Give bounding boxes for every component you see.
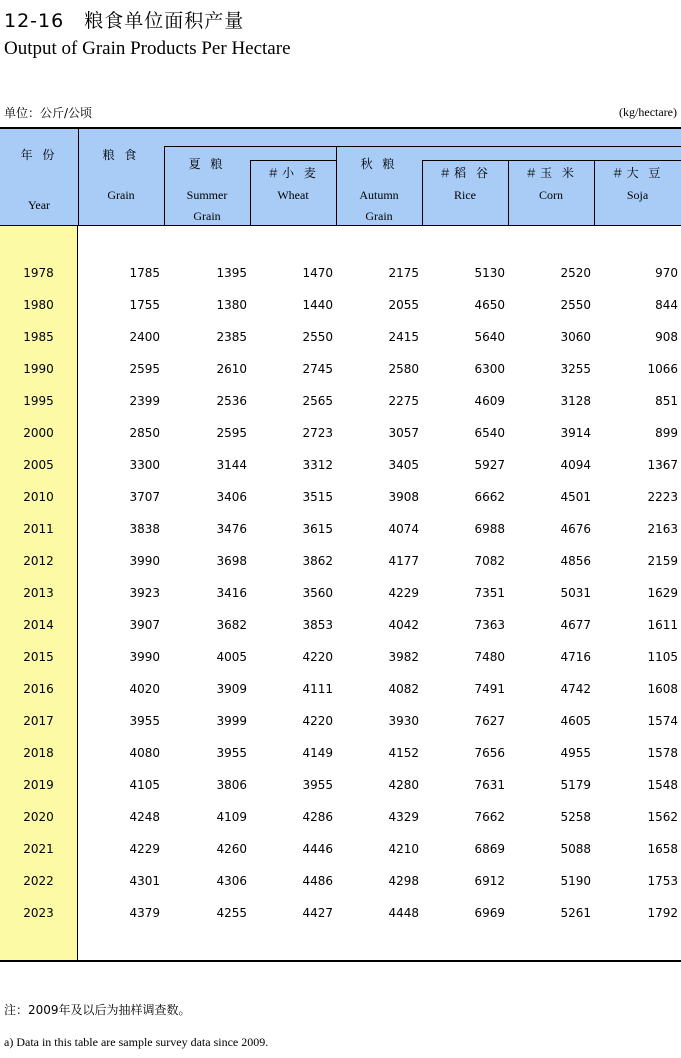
year-cell: 2000 bbox=[23, 426, 54, 440]
grain-cell: 4379 bbox=[129, 906, 160, 920]
year-cell: 2018 bbox=[23, 746, 54, 760]
soja-cell: 1367 bbox=[647, 458, 678, 472]
header-summer-en2: Grain bbox=[193, 209, 221, 223]
grain-cell: 4229 bbox=[129, 842, 160, 856]
corn-cell: 5261 bbox=[560, 906, 591, 920]
year-cell: 1995 bbox=[23, 394, 54, 408]
rice-cell: 7662 bbox=[474, 810, 505, 824]
wheat-cell: 1440 bbox=[302, 298, 333, 312]
header-summer-en: Summer bbox=[186, 188, 228, 202]
year-cell: 2014 bbox=[23, 618, 54, 632]
grain-cell: 3907 bbox=[129, 618, 160, 632]
grain-cell: 1755 bbox=[129, 298, 160, 312]
corn-cell: 3128 bbox=[560, 394, 591, 408]
rice-cell: 7491 bbox=[474, 682, 505, 696]
autumn-grain-cell: 4082 bbox=[388, 682, 419, 696]
rice-cell: 6869 bbox=[474, 842, 505, 856]
header-autumn-en2: Grain bbox=[365, 209, 393, 223]
autumn-grain-cell: 3057 bbox=[388, 426, 419, 440]
table-row bbox=[0, 737, 681, 769]
summer-grain-cell: 3682 bbox=[216, 618, 247, 632]
grain-cell: 2850 bbox=[129, 426, 160, 440]
autumn-grain-cell: 3908 bbox=[388, 490, 419, 504]
grain-cell: 2595 bbox=[129, 362, 160, 376]
year-cell: 2010 bbox=[23, 490, 54, 504]
autumn-grain-cell: 2055 bbox=[388, 298, 419, 312]
corn-cell: 4677 bbox=[560, 618, 591, 632]
year-cell: 1980 bbox=[23, 298, 54, 312]
wheat-cell: 2745 bbox=[302, 362, 333, 376]
corn-cell: 5179 bbox=[560, 778, 591, 792]
unit-label-cn: 单位：公斤/公顷 bbox=[4, 106, 93, 120]
year-cell: 2005 bbox=[23, 458, 54, 472]
wheat-cell: 3560 bbox=[302, 586, 333, 600]
corn-cell: 5088 bbox=[560, 842, 591, 856]
year-cell: 2020 bbox=[23, 810, 54, 824]
rice-cell: 6300 bbox=[474, 362, 505, 376]
header-divider bbox=[251, 160, 336, 161]
table-row bbox=[0, 385, 681, 417]
soja-cell: 1611 bbox=[647, 618, 678, 632]
header-rice-en: Rice bbox=[454, 188, 476, 202]
summer-grain-cell: 3955 bbox=[216, 746, 247, 760]
corn-cell: 4716 bbox=[560, 650, 591, 664]
soja-cell: 1066 bbox=[647, 362, 678, 376]
wheat-cell: 4446 bbox=[302, 842, 333, 856]
summer-grain-cell: 3909 bbox=[216, 682, 247, 696]
summer-grain-cell: 2610 bbox=[216, 362, 247, 376]
autumn-grain-cell: 4152 bbox=[388, 746, 419, 760]
rice-cell: 5927 bbox=[474, 458, 505, 472]
autumn-grain-cell: 2275 bbox=[388, 394, 419, 408]
rice-cell: 4650 bbox=[474, 298, 505, 312]
table-title-cn: 12-16 粮食单位面积产量 bbox=[4, 10, 245, 32]
summer-grain-cell: 3698 bbox=[216, 554, 247, 568]
table-row bbox=[0, 449, 681, 481]
corn-cell: 2550 bbox=[560, 298, 591, 312]
soja-cell: 1105 bbox=[647, 650, 678, 664]
soja-cell: 2163 bbox=[647, 522, 678, 536]
year-cell: 2023 bbox=[23, 906, 54, 920]
soja-cell: 2159 bbox=[647, 554, 678, 568]
corn-cell: 2520 bbox=[560, 266, 591, 280]
summer-grain-cell: 4005 bbox=[216, 650, 247, 664]
header-wheat-en: Wheat bbox=[277, 188, 309, 202]
wheat-cell: 1470 bbox=[302, 266, 333, 280]
rice-cell: 6969 bbox=[474, 906, 505, 920]
autumn-grain-cell: 4448 bbox=[388, 906, 419, 920]
header-summer-cn: 夏 粮 bbox=[188, 157, 226, 171]
table-row bbox=[0, 705, 681, 737]
autumn-grain-cell: 4074 bbox=[388, 522, 419, 536]
wheat-cell: 4220 bbox=[302, 714, 333, 728]
soja-cell: 1792 bbox=[647, 906, 678, 920]
summer-grain-cell: 4260 bbox=[216, 842, 247, 856]
soja-cell: 908 bbox=[655, 330, 678, 344]
soja-cell: 844 bbox=[655, 298, 678, 312]
rice-cell: 6912 bbox=[474, 874, 505, 888]
wheat-cell: 3853 bbox=[302, 618, 333, 632]
header-divider bbox=[336, 146, 681, 147]
autumn-grain-cell: 4229 bbox=[388, 586, 419, 600]
table-bottom-rule bbox=[0, 960, 681, 962]
rice-cell: 7082 bbox=[474, 554, 505, 568]
autumn-grain-cell: 3930 bbox=[388, 714, 419, 728]
wheat-cell: 4486 bbox=[302, 874, 333, 888]
table-row bbox=[0, 289, 681, 321]
rice-cell: 5640 bbox=[474, 330, 505, 344]
year-cell: 2017 bbox=[23, 714, 54, 728]
header-wheat-cn: ＃小 麦 bbox=[267, 166, 319, 180]
table-row bbox=[0, 545, 681, 577]
autumn-grain-cell: 2175 bbox=[388, 266, 419, 280]
rice-cell: 7627 bbox=[474, 714, 505, 728]
summer-grain-cell: 1380 bbox=[216, 298, 247, 312]
corn-cell: 4094 bbox=[560, 458, 591, 472]
header-autumn-cn: 秋 粮 bbox=[360, 157, 398, 171]
summer-grain-cell: 4306 bbox=[216, 874, 247, 888]
wheat-cell: 3515 bbox=[302, 490, 333, 504]
wheat-cell: 2723 bbox=[302, 426, 333, 440]
soja-cell: 1629 bbox=[647, 586, 678, 600]
wheat-cell: 2550 bbox=[302, 330, 333, 344]
soja-cell: 1658 bbox=[647, 842, 678, 856]
header-year-cn: 年 份 bbox=[20, 148, 58, 162]
soja-cell: 851 bbox=[655, 394, 678, 408]
soja-cell: 970 bbox=[655, 266, 678, 280]
table-row bbox=[0, 481, 681, 513]
header-grain-en: Grain bbox=[107, 188, 135, 202]
year-cell: 2013 bbox=[23, 586, 54, 600]
autumn-grain-cell: 4177 bbox=[388, 554, 419, 568]
autumn-grain-cell: 4280 bbox=[388, 778, 419, 792]
header-corn-en: Corn bbox=[539, 188, 563, 202]
wheat-cell: 4286 bbox=[302, 810, 333, 824]
header-corn-cn: ＃玉 米 bbox=[525, 166, 577, 180]
summer-grain-cell: 3476 bbox=[216, 522, 247, 536]
corn-cell: 4856 bbox=[560, 554, 591, 568]
grain-cell: 3838 bbox=[129, 522, 160, 536]
unit-label-en: (kg/hectare) bbox=[619, 105, 677, 119]
table-row bbox=[0, 417, 681, 449]
table-row bbox=[0, 609, 681, 641]
grain-cell: 3990 bbox=[129, 650, 160, 664]
summer-grain-cell: 3416 bbox=[216, 586, 247, 600]
soja-cell: 1548 bbox=[647, 778, 678, 792]
wheat-cell: 3312 bbox=[302, 458, 333, 472]
header-rice-cn: ＃稻 谷 bbox=[439, 166, 491, 180]
summer-grain-cell: 4109 bbox=[216, 810, 247, 824]
autumn-grain-cell: 4042 bbox=[388, 618, 419, 632]
corn-cell: 4501 bbox=[560, 490, 591, 504]
corn-cell: 5031 bbox=[560, 586, 591, 600]
year-cell: 1990 bbox=[23, 362, 54, 376]
soja-cell: 1574 bbox=[647, 714, 678, 728]
table-row bbox=[0, 897, 681, 929]
note-cn: 注：2009年及以后为抽样调查数。 bbox=[4, 1003, 191, 1017]
soja-cell: 899 bbox=[655, 426, 678, 440]
summer-grain-cell: 1395 bbox=[216, 266, 247, 280]
rice-cell: 5130 bbox=[474, 266, 505, 280]
table-row bbox=[0, 641, 681, 673]
header-divider bbox=[423, 160, 681, 161]
grain-cell: 2400 bbox=[129, 330, 160, 344]
rice-cell: 6988 bbox=[474, 522, 505, 536]
summer-grain-cell: 3806 bbox=[216, 778, 247, 792]
wheat-cell: 4427 bbox=[302, 906, 333, 920]
autumn-grain-cell: 3982 bbox=[388, 650, 419, 664]
header-soja-cn: ＃大 豆 bbox=[611, 166, 664, 180]
year-cell: 2016 bbox=[23, 682, 54, 696]
rice-cell: 4609 bbox=[474, 394, 505, 408]
summer-grain-cell: 4255 bbox=[216, 906, 247, 920]
wheat-cell: 3955 bbox=[302, 778, 333, 792]
soja-cell: 2223 bbox=[647, 490, 678, 504]
autumn-grain-cell: 4329 bbox=[388, 810, 419, 824]
year-cell: 1985 bbox=[23, 330, 54, 344]
header-autumn-en: Autumn bbox=[359, 188, 399, 202]
wheat-cell: 4220 bbox=[302, 650, 333, 664]
table-top-rule bbox=[0, 127, 681, 129]
summer-grain-cell: 3144 bbox=[216, 458, 247, 472]
rice-cell: 7480 bbox=[474, 650, 505, 664]
rice-cell: 6540 bbox=[474, 426, 505, 440]
soja-cell: 1608 bbox=[647, 682, 678, 696]
note-en: a) Data in this table are sample survey data since 2009. bbox=[4, 1035, 269, 1049]
soja-cell: 1562 bbox=[647, 810, 678, 824]
year-cell: 2012 bbox=[23, 554, 54, 568]
year-cell: 2019 bbox=[23, 778, 54, 792]
wheat-cell: 3615 bbox=[302, 522, 333, 536]
soja-cell: 1753 bbox=[647, 874, 678, 888]
corn-cell: 4605 bbox=[560, 714, 591, 728]
table-row bbox=[0, 769, 681, 801]
grain-cell: 3300 bbox=[129, 458, 160, 472]
summer-grain-cell: 2595 bbox=[216, 426, 247, 440]
year-cell: 2011 bbox=[23, 522, 54, 536]
wheat-cell: 2565 bbox=[302, 394, 333, 408]
rice-cell: 7631 bbox=[474, 778, 505, 792]
table-row bbox=[0, 513, 681, 545]
corn-cell: 4955 bbox=[560, 746, 591, 760]
year-cell: 1978 bbox=[23, 266, 54, 280]
corn-cell: 4676 bbox=[560, 522, 591, 536]
corn-cell: 4742 bbox=[560, 682, 591, 696]
header-year-en: Year bbox=[27, 198, 51, 212]
wheat-cell: 3862 bbox=[302, 554, 333, 568]
grain-cell: 4020 bbox=[129, 682, 160, 696]
year-cell: 2015 bbox=[23, 650, 54, 664]
table-row bbox=[0, 865, 681, 897]
corn-cell: 5190 bbox=[560, 874, 591, 888]
corn-cell: 3060 bbox=[560, 330, 591, 344]
autumn-grain-cell: 2580 bbox=[388, 362, 419, 376]
corn-cell: 3914 bbox=[560, 426, 591, 440]
header-divider bbox=[164, 146, 336, 147]
grain-cell: 4301 bbox=[129, 874, 160, 888]
grain-cell: 3990 bbox=[129, 554, 160, 568]
table-row bbox=[0, 353, 681, 385]
header-bottom-rule bbox=[0, 225, 681, 226]
grain-cell: 1785 bbox=[129, 266, 160, 280]
header-soja-en: Soja bbox=[626, 188, 649, 202]
summer-grain-cell: 3999 bbox=[216, 714, 247, 728]
grain-cell: 4248 bbox=[129, 810, 160, 824]
table-row bbox=[0, 673, 681, 705]
summer-grain-cell: 2385 bbox=[216, 330, 247, 344]
autumn-grain-cell: 4298 bbox=[388, 874, 419, 888]
summer-grain-cell: 2536 bbox=[216, 394, 247, 408]
year-cell: 2022 bbox=[23, 874, 54, 888]
wheat-cell: 4111 bbox=[302, 682, 333, 696]
autumn-grain-cell: 4210 bbox=[388, 842, 419, 856]
rice-cell: 7656 bbox=[474, 746, 505, 760]
rice-cell: 6662 bbox=[474, 490, 505, 504]
corn-cell: 5258 bbox=[560, 810, 591, 824]
rice-cell: 7363 bbox=[474, 618, 505, 632]
soja-cell: 1578 bbox=[647, 746, 678, 760]
year-cell: 2021 bbox=[23, 842, 54, 856]
grain-cell: 3923 bbox=[129, 586, 160, 600]
table-row bbox=[0, 801, 681, 833]
header-divider bbox=[78, 128, 79, 225]
table-title-en: Output of Grain Products Per Hectare bbox=[4, 38, 291, 59]
autumn-grain-cell: 2415 bbox=[388, 330, 419, 344]
autumn-grain-cell: 3405 bbox=[388, 458, 419, 472]
grain-cell: 4105 bbox=[129, 778, 160, 792]
grain-cell: 4080 bbox=[129, 746, 160, 760]
grain-cell: 2399 bbox=[129, 394, 160, 408]
table-row bbox=[0, 257, 681, 289]
corn-cell: 3255 bbox=[560, 362, 591, 376]
header-grain-cn: 粮 食 bbox=[102, 148, 140, 162]
table-row bbox=[0, 321, 681, 353]
table-row bbox=[0, 833, 681, 865]
table-row bbox=[0, 577, 681, 609]
summer-grain-cell: 3406 bbox=[216, 490, 247, 504]
wheat-cell: 4149 bbox=[302, 746, 333, 760]
rice-cell: 7351 bbox=[474, 586, 505, 600]
grain-cell: 3955 bbox=[129, 714, 160, 728]
grain-cell: 3707 bbox=[129, 490, 160, 504]
